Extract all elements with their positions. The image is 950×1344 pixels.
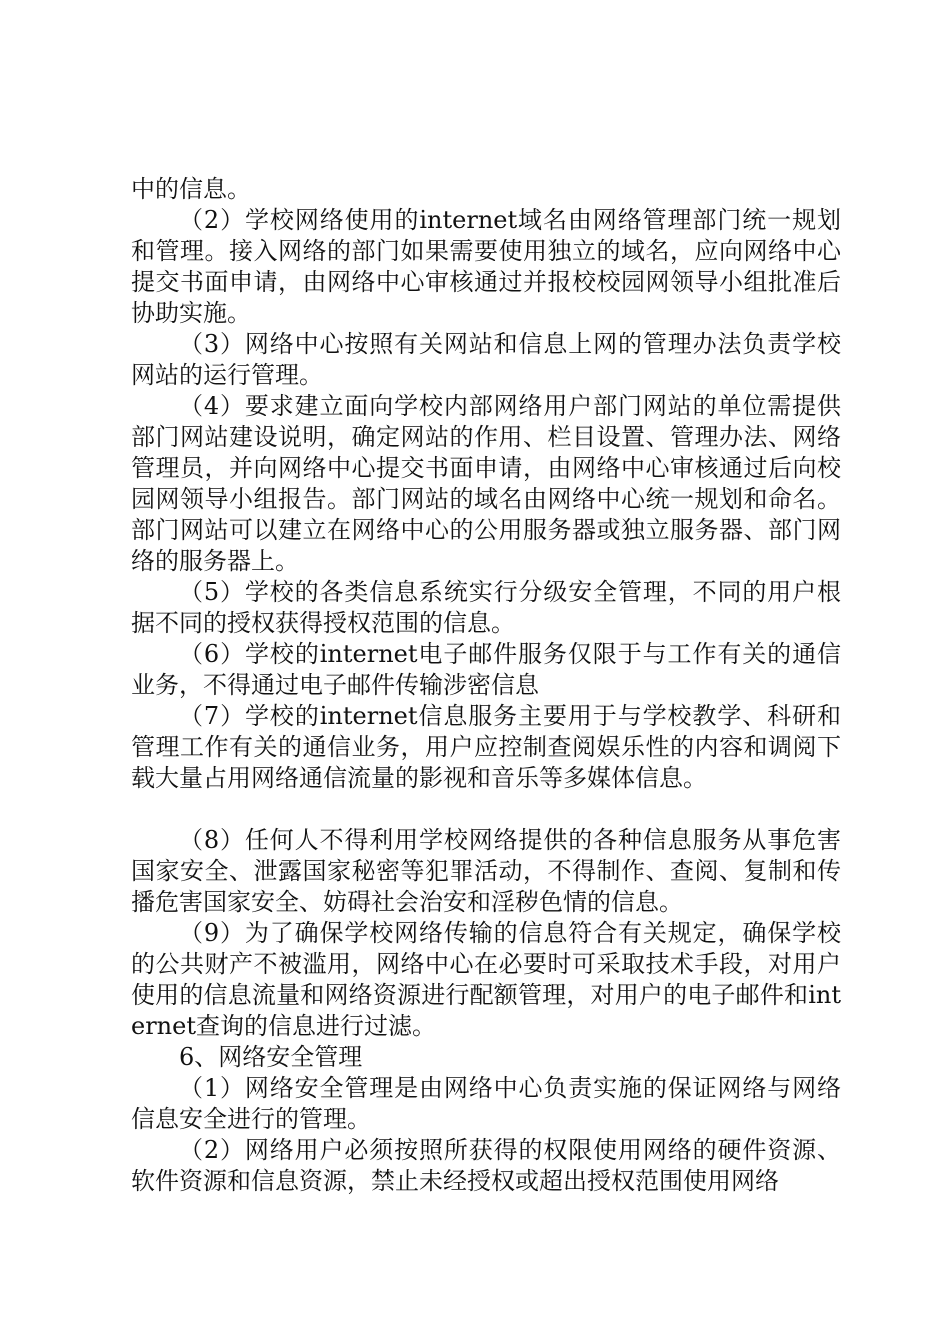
paragraph-item-4-department-site: （4）要求建立面向学校内部网络用户部门网站的单位需提供部门网站建设说明，确定网站的作用、栏目设置、管理办法、网络管理员，并向网络中心提交书面申请，由网络中心审核通过后向校园网领导小组报告。部门网站的域名由网络中心统一规划和命名。部门网站可以建立在网络中心的公用服务器或独立服务器、部门网络的服务器上。 bbox=[131, 392, 841, 575]
document-body bbox=[131, 174, 841, 1197]
paragraph-item-3-website: （3）网络中心按照有关网站和信息上网的管理办法负责学校网站的运行管理。 bbox=[131, 330, 841, 389]
paragraph-item-6-email: （6）学校的internet电子邮件服务仅限于与工作有关的通信业务，不得通过电子邮件传输涉密信息 bbox=[131, 640, 841, 699]
paragraph-item-5-security-levels: （5）学校的各类信息系统实行分级安全管理，不同的用户根据不同的授权获得授权范围的信息。 bbox=[131, 578, 841, 637]
paragraph-security-item-2: （2）网络用户必须按照所获得的权限使用网络的硬件资源、软件资源和信息资源，禁止未经授权或超出授权范围使用网络 bbox=[131, 1136, 841, 1195]
paragraph-continuation: 中的信息。 bbox=[131, 175, 251, 203]
paragraph-item-8-prohibited: （8）任何人不得利用学校网络提供的各种信息服务从事危害国家安全、泄露国家秘密等犯罪活动，不得制作、查阅、复制和传播危害国家安全、妨碍社会治安和淫秽色情的信息。 bbox=[131, 826, 841, 916]
paragraph-item-2-domain: （2）学校网络使用的internet域名由网络管理部门统一规划和管理。接入网络的部门如果需要使用独立的域名，应向网络中心提交书面申请，由网络中心审核通过并报校校园网领导小组批准后协助实施。 bbox=[131, 206, 841, 327]
paragraph-security-item-1: （1）网络安全管理是由网络中心负责实施的保证网络与网络信息安全进行的管理。 bbox=[131, 1074, 841, 1133]
section-heading-network-security: 6、网络安全管理 bbox=[179, 1043, 363, 1071]
paragraph-item-9-quota: （9）为了确保学校网络传输的信息符合有关规定，确保学校的公共财产不被滥用，网络中心在必要时可采取技术手段，对用户使用的信息流量和网络资源进行配额管理，对用户的电子邮件和internet查询的信息进行过滤。 bbox=[131, 919, 841, 1040]
paragraph-item-7-info-service: （7）学校的internet信息服务主要用于与学校教学、科研和管理工作有关的通信业务，用户应控制查阅娱乐性的内容和调阅下载大量占用网络通信流量的影视和音乐等多媒体信息。 bbox=[131, 702, 841, 792]
